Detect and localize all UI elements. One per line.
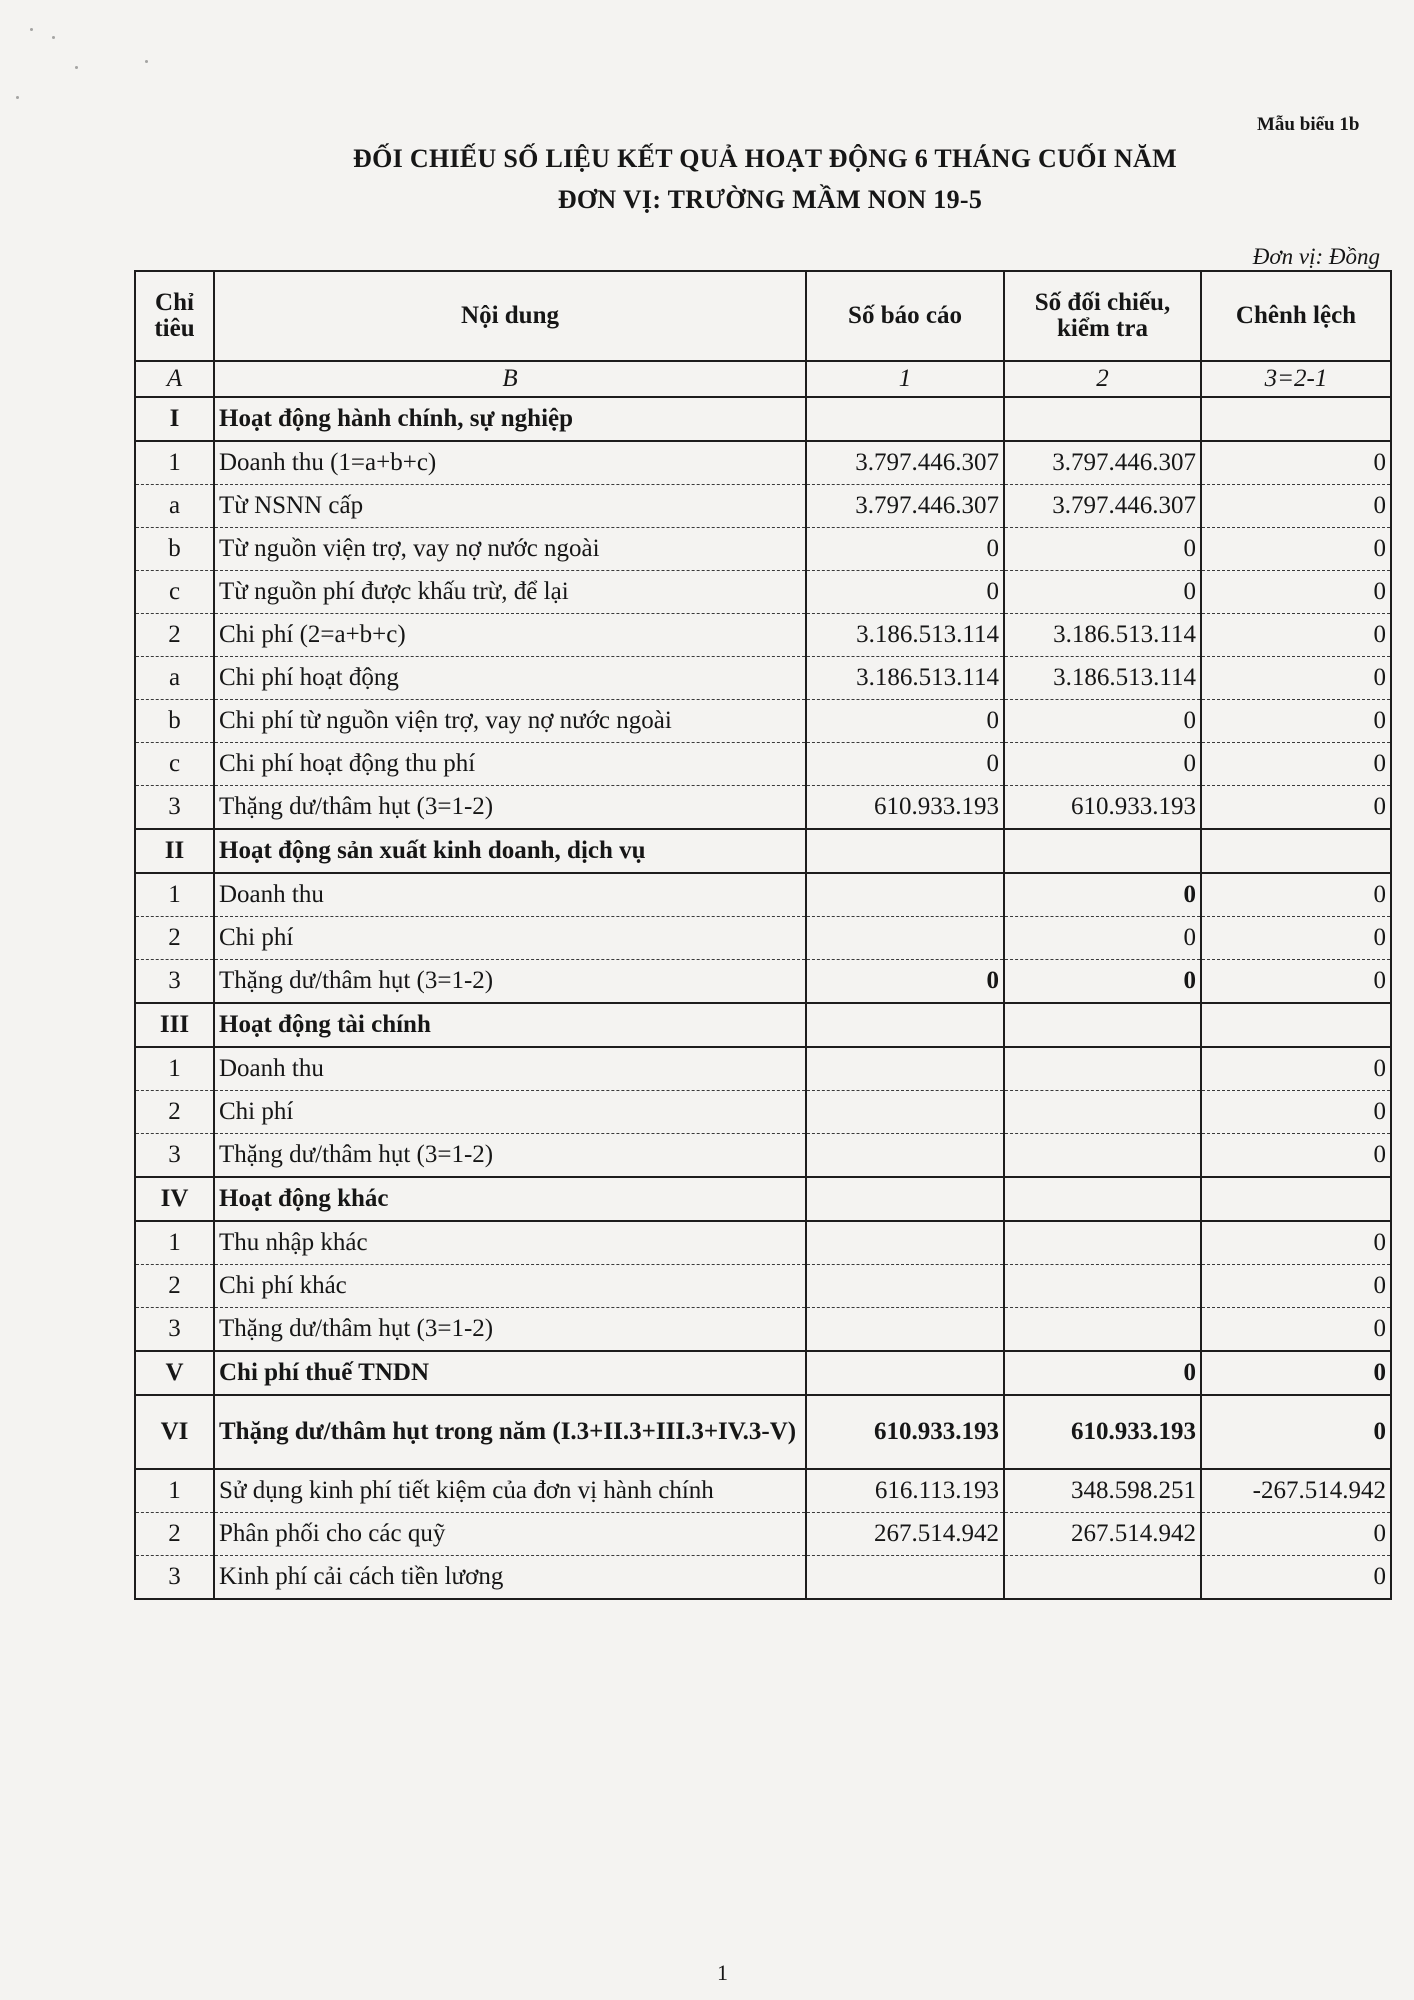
row-content: Thặng dư/thâm hụt (3=1-2) xyxy=(214,1134,806,1178)
row-content: Hoạt động khác xyxy=(214,1177,806,1221)
reported-value xyxy=(806,1308,1004,1352)
checked-value: 3.186.513.114 xyxy=(1004,657,1201,700)
form-code: Mẫu biểu 1b xyxy=(1257,114,1360,135)
row-content: Chi phí (2=a+b+c) xyxy=(214,614,806,657)
checked-value: 3.797.446.307 xyxy=(1004,485,1201,528)
table-row xyxy=(135,1469,1391,1513)
table-row xyxy=(135,1265,1391,1308)
column-letter-row xyxy=(135,361,1391,397)
reported-value: 3.186.513.114 xyxy=(806,657,1004,700)
reported-value: 0 xyxy=(806,528,1004,571)
row-content: Thặng dư/thâm hụt (3=1-2) xyxy=(214,786,806,830)
difference-value xyxy=(1201,829,1391,873)
difference-value: 0 xyxy=(1201,1265,1391,1308)
row-content: Sử dụng kinh phí tiết kiệm của đơn vị hành chính xyxy=(214,1469,806,1513)
difference-value: 0 xyxy=(1201,786,1391,830)
reported-value xyxy=(806,397,1004,441)
checked-value: 3.186.513.114 xyxy=(1004,614,1201,657)
reported-value: 267.514.942 xyxy=(806,1513,1004,1556)
difference-value: 0 xyxy=(1201,485,1391,528)
checked-value xyxy=(1004,1556,1201,1600)
report-title: ĐỐI CHIẾU SỐ LIỆU KẾT QUẢ HOẠT ĐỘNG 6 THÁNG CUỐI NĂM xyxy=(353,144,1177,173)
difference-value: 0 xyxy=(1201,700,1391,743)
table-row xyxy=(135,1513,1391,1556)
header-checked: Số đối chiếu, kiểm tra xyxy=(1004,271,1201,361)
checked-value: 610.933.193 xyxy=(1004,1395,1201,1469)
row-code: a xyxy=(135,657,214,700)
scan-speck xyxy=(145,60,148,63)
checked-value: 348.598.251 xyxy=(1004,1469,1201,1513)
table-row xyxy=(135,960,1391,1004)
row-content: Hoạt động hành chính, sự nghiệp xyxy=(214,397,806,441)
checked-value: 0 xyxy=(1004,700,1201,743)
table-row xyxy=(135,1134,1391,1178)
table-row xyxy=(135,1308,1391,1352)
reported-value: 0 xyxy=(806,743,1004,786)
row-content: Chi phí xyxy=(214,917,806,960)
row-content: Chi phí thuế TNDN xyxy=(214,1351,806,1395)
row-code: b xyxy=(135,528,214,571)
difference-value: 0 xyxy=(1201,1513,1391,1556)
difference-value: 0 xyxy=(1201,1221,1391,1265)
table-row xyxy=(135,441,1391,485)
row-content: Từ nguồn phí được khấu trừ, để lại xyxy=(214,571,806,614)
reported-value: 3.797.446.307 xyxy=(806,485,1004,528)
table-row xyxy=(135,1091,1391,1134)
row-code: b xyxy=(135,700,214,743)
row-code: 1 xyxy=(135,441,214,485)
difference-value: -267.514.942 xyxy=(1201,1469,1391,1513)
table-row xyxy=(135,743,1391,786)
difference-value xyxy=(1201,397,1391,441)
reported-value xyxy=(806,1265,1004,1308)
checked-value xyxy=(1004,1221,1201,1265)
reported-value: 610.933.193 xyxy=(806,786,1004,830)
section-row xyxy=(135,1177,1391,1221)
row-code: 3 xyxy=(135,786,214,830)
reported-value xyxy=(806,917,1004,960)
difference-value xyxy=(1201,1177,1391,1221)
table-row xyxy=(135,917,1391,960)
checked-value: 267.514.942 xyxy=(1004,1513,1201,1556)
row-code: II xyxy=(135,829,214,873)
header-code: Chỉ tiêu xyxy=(135,271,214,361)
reported-value: 610.933.193 xyxy=(806,1395,1004,1469)
row-content: Doanh thu (1=a+b+c) xyxy=(214,441,806,485)
row-code: 3 xyxy=(135,1308,214,1352)
column-letter: B xyxy=(214,361,806,397)
difference-value: 0 xyxy=(1201,657,1391,700)
difference-value: 0 xyxy=(1201,960,1391,1004)
reported-value xyxy=(806,1091,1004,1134)
row-code: 1 xyxy=(135,1047,214,1091)
checked-value xyxy=(1004,1308,1201,1352)
difference-value: 0 xyxy=(1201,1556,1391,1600)
row-content: Thặng dư/thâm hụt (3=1-2) xyxy=(214,1308,806,1352)
difference-value: 0 xyxy=(1201,1308,1391,1352)
row-code: 3 xyxy=(135,1134,214,1178)
row-content: Hoạt động sản xuất kinh doanh, dịch vụ xyxy=(214,829,806,873)
row-code: 2 xyxy=(135,1091,214,1134)
header-difference: Chênh lệch xyxy=(1201,271,1391,361)
row-code: 2 xyxy=(135,614,214,657)
reported-value: 3.797.446.307 xyxy=(806,441,1004,485)
row-content: Doanh thu xyxy=(214,873,806,917)
table-row xyxy=(135,786,1391,830)
checked-value: 0 xyxy=(1004,917,1201,960)
row-content: Kinh phí cải cách tiền lương xyxy=(214,1556,806,1600)
row-code: 1 xyxy=(135,1221,214,1265)
reported-value xyxy=(806,1003,1004,1047)
checked-value xyxy=(1004,1177,1201,1221)
difference-value: 0 xyxy=(1201,873,1391,917)
table-row xyxy=(135,614,1391,657)
section-row xyxy=(135,1395,1391,1469)
table-row xyxy=(135,571,1391,614)
difference-value: 0 xyxy=(1201,1091,1391,1134)
table-row xyxy=(135,1556,1391,1600)
table-row xyxy=(135,1221,1391,1265)
row-code: 3 xyxy=(135,1556,214,1600)
difference-value: 0 xyxy=(1201,743,1391,786)
row-code: c xyxy=(135,571,214,614)
row-code: 1 xyxy=(135,873,214,917)
reported-value xyxy=(806,1221,1004,1265)
reported-value: 0 xyxy=(806,571,1004,614)
row-code: 2 xyxy=(135,917,214,960)
checked-value xyxy=(1004,1134,1201,1178)
row-code: VI xyxy=(135,1395,214,1469)
scan-speck xyxy=(30,28,33,31)
row-code: 2 xyxy=(135,1265,214,1308)
reported-value xyxy=(806,1556,1004,1600)
table-row xyxy=(135,528,1391,571)
difference-value: 0 xyxy=(1201,1047,1391,1091)
difference-value: 0 xyxy=(1201,1351,1391,1395)
checked-value: 3.797.446.307 xyxy=(1004,441,1201,485)
difference-value: 0 xyxy=(1201,614,1391,657)
section-row xyxy=(135,397,1391,441)
column-letter: 3=2-1 xyxy=(1201,361,1391,397)
row-content: Chi phí hoạt động thu phí xyxy=(214,743,806,786)
checked-value: 0 xyxy=(1004,960,1201,1004)
table-row xyxy=(135,873,1391,917)
reported-value: 0 xyxy=(806,700,1004,743)
table-row xyxy=(135,485,1391,528)
row-content: Chi phí hoạt động xyxy=(214,657,806,700)
checked-value xyxy=(1004,829,1201,873)
row-content: Chi phí từ nguồn viện trợ, vay nợ nước ngoài xyxy=(214,700,806,743)
row-code: 1 xyxy=(135,1469,214,1513)
row-code: 2 xyxy=(135,1513,214,1556)
currency-unit-note: Đơn vị: Đồng xyxy=(1252,244,1380,269)
difference-value: 0 xyxy=(1201,917,1391,960)
row-content: Thu nhập khác xyxy=(214,1221,806,1265)
table-row xyxy=(135,700,1391,743)
header-reported: Số báo cáo xyxy=(806,271,1004,361)
row-code: IV xyxy=(135,1177,214,1221)
row-code: III xyxy=(135,1003,214,1047)
checked-value: 0 xyxy=(1004,873,1201,917)
reported-value xyxy=(806,1134,1004,1178)
reported-value xyxy=(806,1047,1004,1091)
section-row xyxy=(135,1003,1391,1047)
reported-value xyxy=(806,829,1004,873)
checked-value xyxy=(1004,1003,1201,1047)
row-content: Thặng dư/thâm hụt trong năm (I.3+II.3+III.3+IV.3-V) xyxy=(214,1395,806,1469)
reported-value: 3.186.513.114 xyxy=(806,614,1004,657)
difference-value: 0 xyxy=(1201,1134,1391,1178)
checked-value xyxy=(1004,1047,1201,1091)
header-content: Nội dung xyxy=(214,271,806,361)
reconciliation-table xyxy=(134,270,1392,1600)
row-code: a xyxy=(135,485,214,528)
row-code: 3 xyxy=(135,960,214,1004)
unit-title: ĐƠN VỊ: TRƯỜNG MẦM NON 19-5 xyxy=(557,185,983,214)
row-content: Hoạt động tài chính xyxy=(214,1003,806,1047)
row-content: Thặng dư/thâm hụt (3=1-2) xyxy=(214,960,806,1004)
column-letter: 2 xyxy=(1004,361,1201,397)
reported-value: 616.113.193 xyxy=(806,1469,1004,1513)
column-letter: 1 xyxy=(806,361,1004,397)
checked-value xyxy=(1004,1091,1201,1134)
scan-speck xyxy=(16,96,19,99)
difference-value: 0 xyxy=(1201,441,1391,485)
checked-value: 610.933.193 xyxy=(1004,786,1201,830)
checked-value: 0 xyxy=(1004,743,1201,786)
section-row xyxy=(135,1351,1391,1395)
section-row xyxy=(135,829,1391,873)
reported-value: 0 xyxy=(806,960,1004,1004)
row-content: Từ nguồn viện trợ, vay nợ nước ngoài xyxy=(214,528,806,571)
checked-value xyxy=(1004,1265,1201,1308)
checked-value: 0 xyxy=(1004,571,1201,614)
difference-value: 0 xyxy=(1201,571,1391,614)
reported-value xyxy=(806,1177,1004,1221)
checked-value: 0 xyxy=(1004,1351,1201,1395)
scan-speck xyxy=(52,36,55,39)
checked-value: 0 xyxy=(1004,528,1201,571)
reported-value xyxy=(806,873,1004,917)
checked-value xyxy=(1004,397,1201,441)
page-number: 1 xyxy=(717,1960,728,1985)
table-header-row xyxy=(135,271,1391,361)
table-row xyxy=(135,1047,1391,1091)
row-content: Từ NSNN cấp xyxy=(214,485,806,528)
difference-value xyxy=(1201,1003,1391,1047)
row-code: I xyxy=(135,397,214,441)
table-row xyxy=(135,657,1391,700)
row-content: Chi phí xyxy=(214,1091,806,1134)
column-letter: A xyxy=(135,361,214,397)
row-code: c xyxy=(135,743,214,786)
row-content: Doanh thu xyxy=(214,1047,806,1091)
scan-speck xyxy=(75,66,78,69)
row-code: V xyxy=(135,1351,214,1395)
reported-value xyxy=(806,1351,1004,1395)
row-content: Chi phí khác xyxy=(214,1265,806,1308)
difference-value: 0 xyxy=(1201,1395,1391,1469)
row-content: Phân phối cho các quỹ xyxy=(214,1513,806,1556)
difference-value: 0 xyxy=(1201,528,1391,571)
